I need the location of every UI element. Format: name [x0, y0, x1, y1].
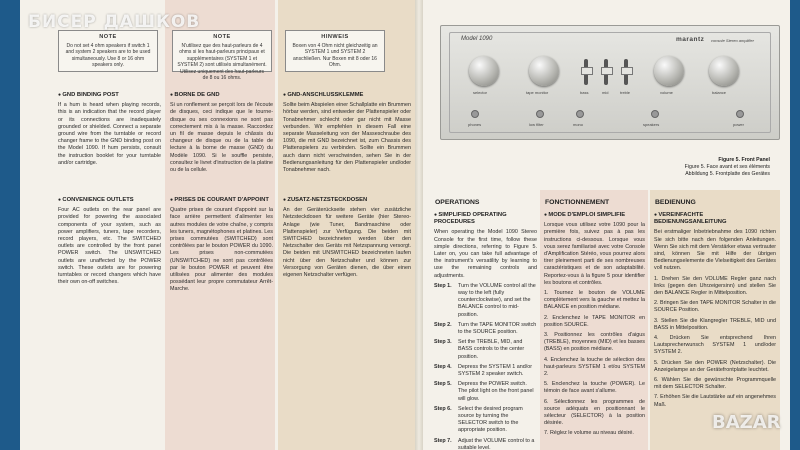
step-text: 4. Enclenchez la touche de sélection des haut-parleurs SYSTEM 1 et/ou SYSTEM 2. — [544, 356, 645, 378]
panel-model: Model 1090 — [461, 36, 493, 42]
step-text: 1. Drehen Sie den VOLUME Regler ganz nach links (gegen den Uhrzeigersinn) und stellen Sie den BALANCE Regler in Mittelposition. — [654, 275, 776, 297]
operations-en — [434, 212, 537, 450]
step-text: 2. Bringen Sie den TAPE MONITOR Schalter in die SOURCE Position. — [654, 300, 776, 314]
slider-label: treble — [620, 90, 631, 95]
note-title: HINWEIS — [321, 34, 349, 40]
panel-series: console Stereo amplifier — [711, 38, 754, 43]
operations-fr — [544, 212, 645, 441]
front-panel-illustration — [440, 25, 780, 140]
operations-header-en: OPERATIONS — [435, 199, 480, 206]
knob-label: tape monitor — [526, 90, 549, 95]
step-text: 1. Tournez le bouton de VOLUME complètement vers la gauche et mettez la BALANCE en position médiane. — [544, 290, 645, 311]
note-text: Boxen von 4 Ohm nicht gleichzeitig an SYSTEM 1 und SYSTEM 2 anschließen. Nur Boxen mit 8 oder 16 Ohm. — [292, 42, 378, 68]
knob-label: selector — [473, 90, 488, 95]
note-box-en — [58, 30, 158, 72]
section-heading: ● GND-ANSCHLUSSKLEMME — [283, 92, 411, 99]
step-text: 5. Enclenchez la touche (POWER). Le témoin de face avant s'allume. — [544, 381, 645, 395]
section-heading: ● GND BINDING POST — [58, 92, 161, 99]
note-text: N'utilisez que des haut-parleurs de 4 ohms si les haut-parleurs principaux et supplémentaires (SYSTEM 1 et SYSTEM 2) sont utilisés simultanément. Utilisez uniquement des haut-parleurs de 8 ou 16 ohms. — [177, 42, 267, 81]
outlets-section-en — [58, 197, 161, 289]
slider-label: bass — [580, 90, 589, 95]
lower-label: low filter — [529, 122, 544, 127]
section-text: Four AC outlets on the rear panel are provided for powering the associated components of your system, such as power amplifiers, tuners, tape recorders, record players, etc. The SWITCHED outlets are controlled by the front panel POWER switch. The UNSWITCHED outlets are unaffected by the POWER switch. These outlets are for powering turntables or record changers which have their own on-off switches. — [58, 207, 161, 286]
section-heading: ● CONVENIENCE OUTLETS — [58, 197, 161, 204]
operations-header-de: BEDIENUNG — [655, 199, 696, 206]
note-text: Do not set 4 ohm speakers if switch 1 and system 2 speakers are to be used simultaneously. Use 8 or 16 ohm speakers only. — [65, 42, 151, 68]
step-text: Turn the VOLUME control all the way to the left (fully counterclockwise), and set the BALANCE control to mid-position. — [458, 282, 536, 318]
step-text: Turn the TAPE MONITOR switch to the SOURCE position. — [458, 321, 537, 336]
mid-slider-icon — [604, 59, 608, 85]
caption-line: Figure 5. Face avant et ses éléments — [684, 164, 770, 170]
section-text: An der Geräterückseite stehen vier zusätzliche Netzsteckdosen für weitere Geräte (hier Stereo-Anlage (wie Tuner, Bandmaschine oder Plattenspieler) zur Verfügung. Die beiden mit SWITCHED bezeichneten werden über den Netzschalter des Geräts mit Netzspannung versorgt. Die beiden mit UNSWITCHED bezeichneten laufen nicht über den Netzschalter und können zur Versorgung von Geräten dienen, die über einen eigenen Netzschalter verfügen. — [283, 207, 411, 279]
step-label: Step 2. — [434, 321, 452, 328]
step-label: Step 5. — [434, 381, 452, 388]
step-item — [434, 283, 537, 319]
treble-slider-icon — [624, 59, 628, 85]
step-text: 3. Positionnez les contrôles d'aigus (TREBLE), moyennes (MID) et les basses (BASS) en position médiane. — [544, 332, 645, 353]
section-text: Lorsque vous utilisez votre 1090 pour la première fois, suivez pas à pas les instructions ci-dessous. Lorsque vous vous serez familiarisé avec votre Console d'Amplification Stéréo, vous pourrez alors tirer pleinement parti de ses nombreuses caractéristiques et de son adaptabilité. Reportez-vous à la figure 5 pour identifier les boutons et contrôles. — [544, 222, 645, 286]
step-label: Step 7. — [434, 437, 452, 444]
section-heading: ● VEREINFACHTE BEDIENUNGSANLEITUNG — [654, 212, 776, 226]
step-text: Depress the POWER switch. The pilot light on the front panel will glow. — [458, 381, 534, 402]
volume-knob-icon — [654, 56, 684, 86]
figure-caption — [650, 157, 770, 178]
slider-label: mid — [602, 90, 609, 95]
step-text: 4. Drücken Sie entsprechend Ihren Lautsprecherwunsch SYSTEM 1 und/oder SYSTEM 2. — [654, 335, 776, 356]
step-text: Depress the SYSTEM 1 and/or SYSTEM 2 speaker switch. — [458, 363, 533, 378]
selector-knob-icon — [469, 56, 499, 86]
step-text: Adjust the VOLUME control to a suitable level. — [458, 437, 535, 450]
operations-de — [654, 212, 776, 412]
section-text: If a hum is heard when playing records, this is an indication that the record player or its connections are inadequately grounded or shielded. Connect a separate ground wire from the turntable or record changer frame to the GND binding post on the Model 1090. If hum persists, consult the instruction booklet for your turntable and/or cartridge. — [58, 102, 161, 166]
step-label: Step 6. — [434, 405, 452, 412]
step-item — [434, 322, 537, 336]
bass-slider-icon — [584, 59, 588, 85]
gnd-section-en — [58, 92, 161, 170]
step-text: 5. Drücken Sie den POWER (Netzschalter). Die Anzeigelampe an der Gerätefrontplatte leuchtet. — [654, 359, 776, 373]
step-text: 6. Wählen Sie die gewünschte Programmquelle mit dem SELECTOR Schalter. — [654, 377, 776, 391]
section-heading: ● BORNE DE GND — [170, 92, 273, 99]
step-label: Step 3. — [434, 339, 452, 346]
section-heading: ● MODE D'EMPLOI SIMPLIFIE — [544, 212, 645, 219]
gnd-section-fr — [170, 92, 273, 177]
low-filter-button-icon — [536, 110, 544, 118]
step-item — [434, 339, 537, 361]
balance-knob-icon — [709, 56, 739, 86]
steps-list — [434, 283, 537, 450]
step-text: Select the desired program source by turning the SELECTOR switch to the appropriate position. — [458, 405, 523, 434]
outlets-section-fr — [170, 197, 273, 297]
step-label: Step 1. — [434, 282, 452, 289]
speakers-button-icon — [651, 110, 659, 118]
note-box-fr — [172, 30, 272, 81]
section-text: Si un ronflement se perçoit lors de l'écoute de disques, ceci indique que le tourne-disque ou ses connexions ne sont pas correctement mis à la masse. Raccordez un fil de masse depuis le châssis du changeur de disque ou de la table de lecture à la borne de masse (GND) du Modèle 1090. Si le souffle persiste, consultez le livret d'instruction de la platine ou de la cellule. — [170, 102, 273, 174]
page-edge — [790, 0, 800, 450]
operations-header-fr: FONCTIONNEMENT — [545, 199, 610, 206]
phones-jack-icon — [471, 110, 479, 118]
step-text: 2. Enclenchez le TAPE MONITOR en position SOURCE. — [544, 314, 645, 328]
lower-label: speakers — [643, 122, 660, 127]
outlets-section-de — [283, 197, 411, 282]
step-item — [434, 381, 537, 403]
lower-label: mono — [573, 122, 584, 127]
tape-monitor-knob-icon — [529, 56, 559, 86]
lower-label: phones — [468, 122, 482, 127]
note-box-de — [285, 30, 385, 72]
caption-line: Abbildung 5. Frontplatte des Gerätes — [685, 171, 770, 177]
caption-line: Figure 5. Front Panel — [718, 157, 770, 163]
step-text: 6. Sélectionnez les programmes de source adéquats en positionnant le sélecteur (SELECTOR) à la position désirée. — [544, 398, 645, 427]
section-text: Sollte beim Abspielen einer Schallplatte ein Brummen hörbar werden, sind entweder der Plattenspieler oder Tonabnehmer schlecht oder gar nicht mit Masse verbunden. Wir empfehlen in diesem Fall eine separate Masseleitung von der Masseschraube des 1090, die mit GND bezeichnet ist, zum Chassis des Plattenspielers zu verbinden. Sollte ein Brummen auch dann nicht verschwinden, sehen Sie in der Bedienungsanleitung für den Plattenspieler und/oder Tonabnehmer nach. — [283, 102, 411, 174]
section-heading: ● SIMPLIFIED OPERATING PROCEDURES — [434, 212, 537, 226]
step-text: Set the TREBLE, MID, and BASS controls to the center position. — [458, 339, 525, 360]
section-text: Quatre prises de courant d'appoint sur la face arrière permettent d'alimenter les autres modules de votre chaîne, y compris les tuners, magnétophones et platines. Les prises commutées (SWITCHED) sont contrôlées par le bouton POWER du 1090. Les prises non-commutées (UNSWITCHED) ne sont pas contrôlées par le bouton POWER et peuvent être utilisées pour alimenter des modules possédant leur propre commutateur Arrêt-Marche. — [170, 207, 273, 293]
step-label: Step 4. — [434, 363, 452, 370]
note-title: NOTE — [99, 34, 117, 40]
step-item — [434, 406, 537, 435]
step-text: 3. Stellen Sie die Klangregler TREBLE, MID und BASS in Mittelposition. — [654, 317, 776, 331]
page-gutter — [415, 0, 423, 450]
knob-label: balance — [712, 90, 727, 95]
knob-label: volume — [660, 90, 673, 95]
gnd-section-de — [283, 92, 411, 177]
mono-button-icon — [576, 110, 584, 118]
section-text: When operating the Model 1090 Stereo Console for the first time, follow these simple directions, referring to Figure 5. Later on, you can take full advantage of the instrument's versatility by learning to use the remaining controls and adjustments. — [434, 229, 537, 279]
section-text: Bei erstmaliger Inbetriebnahme des 1090 richten Sie sich bitte nach den folgenden Anleitungen. Wenn Sie sich mit dem Verstärker etwas vertrauter sind, können Sie mit Hilfe der übrigen Bedienungselemente die Vielseitigkeit des Gerätes voll nutzen. — [654, 229, 776, 272]
step-item — [434, 364, 537, 378]
step-text: 7. Réglez le volume au niveau désiré. — [544, 430, 634, 437]
step-item — [434, 438, 537, 450]
bazar-logo: BAZAR — [712, 412, 781, 433]
note-title: NOTE — [213, 34, 231, 40]
power-button-icon — [736, 110, 744, 118]
section-heading: ● ZUSATZ-NETZSTECKDOSEN — [283, 197, 411, 204]
watermark-text: БИСЕР ДАШКОВ — [28, 12, 201, 32]
panel-brand: marantz — [676, 36, 705, 43]
lower-label: power — [733, 122, 744, 127]
section-heading: ● PRISES DE COURANT D'APPOINT — [170, 197, 273, 204]
step-text: 7. Erhöhen Sie die Lautstärke auf ein angenehmes Maß. — [654, 394, 776, 408]
